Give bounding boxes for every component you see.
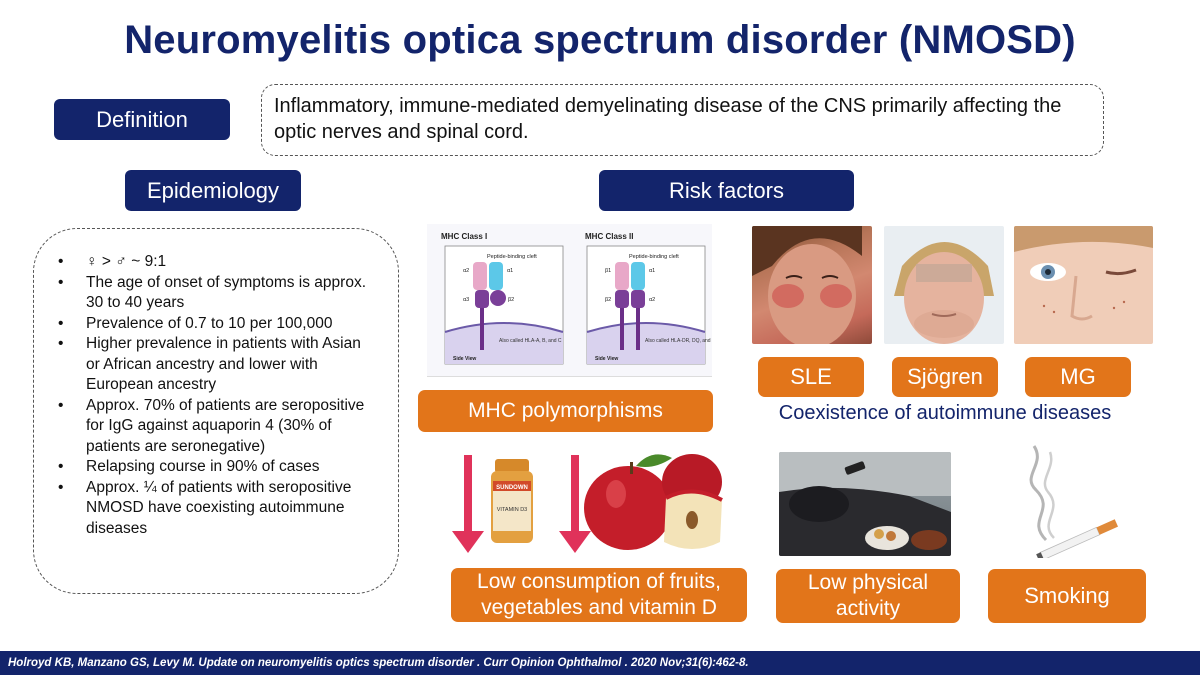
sle-badge: SLE — [758, 357, 864, 397]
apples-illustration — [580, 450, 728, 555]
epidemiology-item: • Relapsing course in 90% of cases — [52, 457, 372, 478]
apples-image — [580, 450, 728, 555]
mhc-caption: MHC polymorphisms — [418, 390, 713, 432]
mhc-class1-title: MHC Class I — [441, 232, 488, 241]
vitamin-bottle-illustration — [487, 459, 537, 543]
epidemiology-item: • Approx. 70% of patients are seropositive for IgG against aquaporin 4 (30% of patients are seronegative) — [52, 396, 372, 458]
risk-factors-label: Risk factors — [599, 170, 854, 211]
mhc-class2-b1: β1 — [605, 268, 612, 274]
epidemiology-item: • The age of onset of symptoms is approx. 30 to 40 years — [52, 273, 372, 314]
mhc-class2-a2: α2 — [649, 297, 656, 303]
alpha1-domain — [631, 262, 645, 290]
epidemiology-list — [52, 252, 372, 539]
alpha3-domain — [475, 290, 489, 308]
page-title: Neuromyelitis optica spectrum disorder (NMOSD) — [124, 18, 1076, 62]
cigarette-image — [1016, 440, 1120, 558]
alpha2-domain — [473, 262, 487, 290]
mhc-class1-b2: β2 — [508, 297, 515, 303]
mg-face-illustration — [1014, 226, 1153, 344]
beta2-domain — [615, 290, 629, 308]
sedentary-photo — [779, 452, 951, 556]
diet-caption: Low consumption of fruits, vegetables and vitamin D — [451, 568, 747, 622]
citation-footer: Holroyd KB, Manzano GS, Levy M. Update on neuromyelitis optics spectrum disorder . Curr Opinion Ophthalmol . 2020 Nov;31(6):462-8. — [0, 651, 1200, 675]
sjogren-photo — [884, 226, 1004, 344]
sle-face-illustration — [752, 226, 872, 344]
mhc-class2-side: Side View — [595, 356, 619, 362]
mhc-class1-a1: α1 — [507, 268, 514, 274]
bottle-brand: SUNDOWN — [496, 485, 528, 491]
sle-photo — [752, 226, 872, 344]
smoking-caption: Smoking — [988, 569, 1146, 623]
mhc-figure — [427, 224, 712, 377]
autoimmune-caption: Coexistence of autoimmune diseases — [778, 402, 1112, 424]
b2m-domain — [490, 290, 506, 306]
definition-text: Inflammatory, immune-mediated demyelinating disease of the CNS primarily affecting the optic nerves and spinal cord. — [274, 95, 1062, 143]
transmembrane-stem — [480, 308, 484, 350]
mhc-class1-cleft: Peptide-binding cleft — [487, 254, 537, 260]
mhc-class2-b2: β2 — [605, 297, 612, 303]
mhc-class2-title: MHC Class II — [585, 232, 634, 241]
mhc-class1-side: Side View — [453, 356, 477, 362]
transmembrane-stem — [620, 308, 624, 350]
epidemiology-item: • Approx. ¼ of patients with seropositive NMOSD have coexisting autoimmune diseases — [52, 478, 372, 540]
couch-person-illustration — [779, 452, 951, 556]
mg-photo — [1014, 226, 1153, 344]
mhc-class2-cleft: Peptide-binding cleft — [629, 254, 679, 260]
down-arrow-icon — [452, 455, 484, 555]
epidemiology-item: • ♀ > ♂ ~ 9:1 — [52, 252, 372, 273]
mhc-class2-a1: α1 — [649, 268, 656, 274]
activity-caption: Low physical activity — [776, 569, 960, 623]
mhc-class1-a2: α2 — [463, 268, 470, 274]
mg-badge: MG — [1025, 357, 1131, 397]
alpha2-domain — [631, 290, 645, 308]
epidemiology-item: • Prevalence of 0.7 to 10 per 100,000 — [52, 314, 372, 335]
bottle-label: VITAMIN D3 — [496, 507, 528, 513]
mhc-class1-also: Also called HLA-A, B, and C — [499, 338, 562, 344]
beta1-domain — [615, 262, 629, 290]
mhc-class1-a3: α3 — [463, 297, 470, 303]
transmembrane-stem — [636, 308, 640, 350]
mhc-diagram — [427, 224, 712, 376]
mhc-class2-also: Also called HLA-DR, DQ, and DP — [645, 338, 712, 344]
sjogren-badge: Sjögren — [892, 357, 998, 397]
definition-label: Definition — [54, 99, 230, 140]
vitamin-bottle-image — [487, 459, 537, 543]
sjogren-face-illustration — [884, 226, 1004, 344]
epidemiology-item: • Higher prevalence in patients with Asian or African ancestry and lower with European ancestry — [52, 334, 372, 396]
eye-blur — [916, 264, 972, 282]
epidemiology-label: Epidemiology — [125, 170, 301, 211]
cigarette-smoke-illustration — [1016, 440, 1120, 558]
alpha1-domain — [489, 262, 503, 290]
